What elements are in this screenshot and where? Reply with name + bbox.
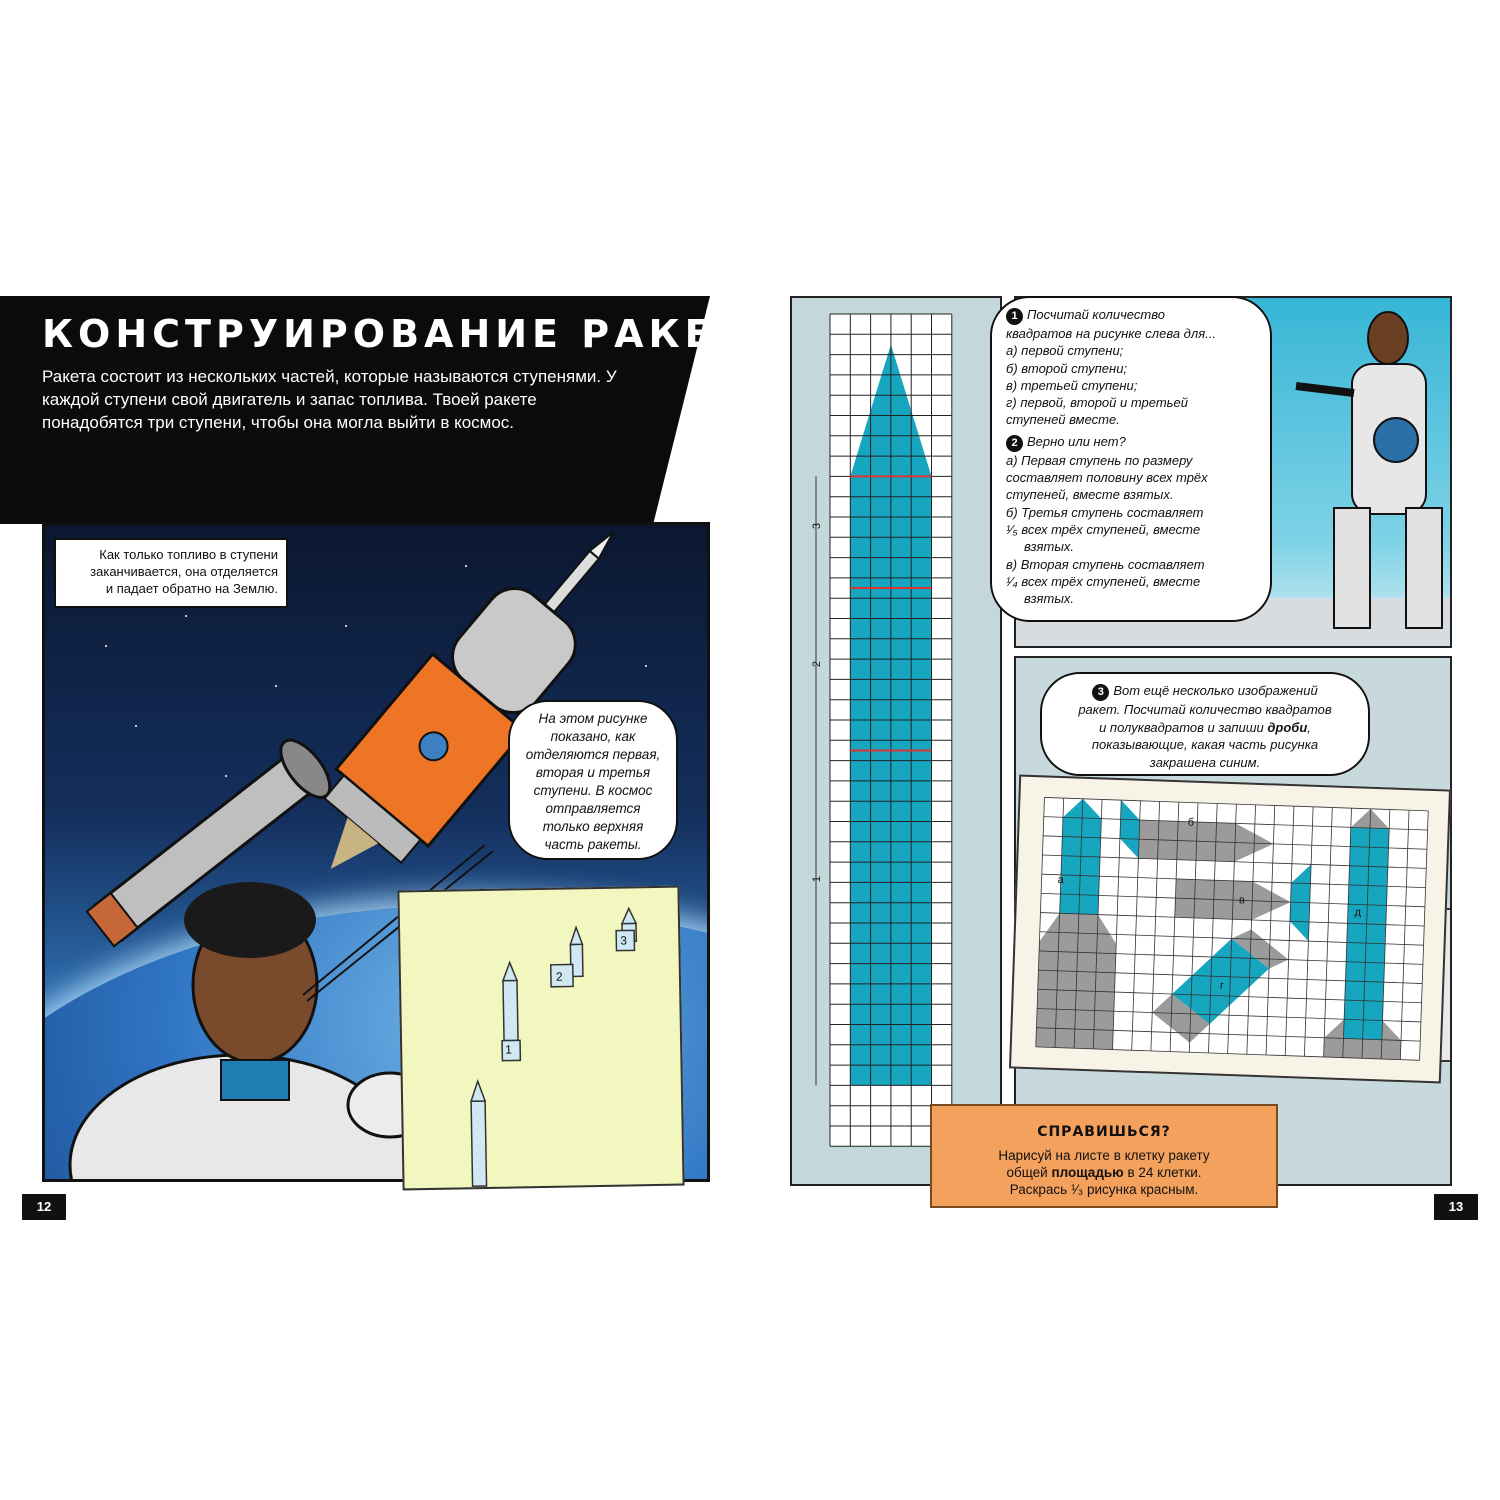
speech-bubble-stages [508, 700, 678, 860]
caption-line: Как только топливо в ступени [99, 547, 278, 562]
rocket-grid [792, 298, 1004, 1188]
question-line: взятых. [1024, 539, 1074, 555]
intro-text: Ракета состоит из нескольких частей, которые называются ступенями. У каждой ступени свой двигатель и запас топлива. Твоей ракете понадобятся три ступени, чтобы она могла выйти в космос. [42, 367, 617, 432]
grid-label: 2 [811, 660, 824, 668]
challenge-line: Нарисуй на листе в клетку ракету [998, 1148, 1210, 1163]
caption-line: и падает обратно на Землю. [105, 581, 278, 596]
grid-panel [790, 296, 1002, 1186]
question-number: 3 [1092, 684, 1109, 701]
bubble-line: показано, как [550, 729, 636, 744]
question-line: Посчитай количество [1027, 307, 1165, 322]
question-line: а) первой ступени; [1006, 343, 1124, 359]
rockets-card [1009, 775, 1451, 1084]
question-line: б) Третья ступень составляет [1006, 504, 1204, 520]
question-line: ступеней вместе. [1006, 412, 1120, 428]
bold-term: площадью [1051, 1165, 1124, 1180]
question-line: составляет половину всех трёх [1006, 470, 1208, 486]
question-line: показывающие, какая часть рисунка [1091, 737, 1319, 752]
question-line: ¹⁄₄ всех трёх ступеней, вместе [1006, 573, 1201, 589]
question-line: Верно или нет? [1027, 433, 1126, 449]
question-line: б) второй ступени; [1006, 360, 1128, 376]
bubble-line: только верхняя [542, 819, 644, 834]
card-label-d: д [1354, 906, 1362, 919]
question-line: в) Вторая ступень составляет [1006, 556, 1205, 572]
question-line: ¹⁄₅ всех трёх ступеней, вместе [1006, 521, 1201, 537]
stage-label: 3 [620, 933, 628, 948]
stages-poster [397, 886, 684, 1191]
bubble-line: ступени. В космос [533, 783, 653, 798]
question-line: взятых. [1024, 591, 1074, 607]
question-number: 1 [1006, 308, 1023, 325]
bubble-line: вторая и третья [535, 765, 651, 780]
page-number-right: 13 [1434, 1194, 1478, 1220]
question-line: ракет. Посчитай количество квадратов [1078, 702, 1332, 717]
stage-label: 2 [555, 969, 563, 984]
question-line: ступеней, вместе взятых. [1006, 487, 1174, 503]
question-line: г) первой, второй и третьей [1006, 395, 1188, 411]
challenge-line: Раскрась ¹⁄₃ рисунка красным. [1009, 1182, 1199, 1197]
stage-diagram [399, 888, 686, 1193]
challenge-line: общей [1006, 1165, 1052, 1180]
question-number: 2 [1006, 435, 1023, 452]
grid-label: 1 [811, 875, 824, 883]
question-line: и полуквадратов и запиши [1099, 719, 1268, 735]
questions-bubble [990, 296, 1272, 622]
card-label-b: б [1187, 816, 1195, 829]
caption-box [54, 538, 288, 608]
card-label-g: г [1219, 979, 1225, 992]
caption-line: заканчивается, она отделяется [90, 564, 278, 579]
question-line: а) Первая ступень по размеру [1006, 452, 1193, 468]
stage-label: 1 [505, 1042, 513, 1057]
challenge-line: в 24 клетки. [1123, 1165, 1202, 1180]
grid-label: 3 [811, 522, 824, 530]
page-title: КОНСТРУИРОВАНИЕ РАКЕТ [42, 312, 747, 356]
bubble-line: отделяются первая, [525, 747, 661, 762]
page-number-left: 12 [22, 1194, 66, 1220]
bubble-line: часть ракеты. [544, 837, 642, 852]
bubble-line: На этом рисунке [538, 711, 648, 726]
challenge-box [930, 1104, 1278, 1208]
card-label-a: а [1057, 873, 1064, 887]
card-label-v: в [1238, 894, 1246, 907]
bold-term: дроби [1267, 719, 1308, 735]
question-line: , [1307, 719, 1311, 735]
question-line: Вот ещё несколько изображений [1113, 683, 1318, 698]
bubble-line: отправляется [545, 801, 641, 816]
challenge-title: СПРАВИШЬСЯ? [1037, 1124, 1171, 1140]
question-line: квадратов на рисунке слева для... [1006, 326, 1216, 341]
question-line: в) третьей ступени; [1006, 377, 1138, 393]
question3-bubble [1040, 672, 1370, 776]
question-line: закрашена синим. [1149, 754, 1261, 770]
card-grid [1011, 777, 1453, 1086]
